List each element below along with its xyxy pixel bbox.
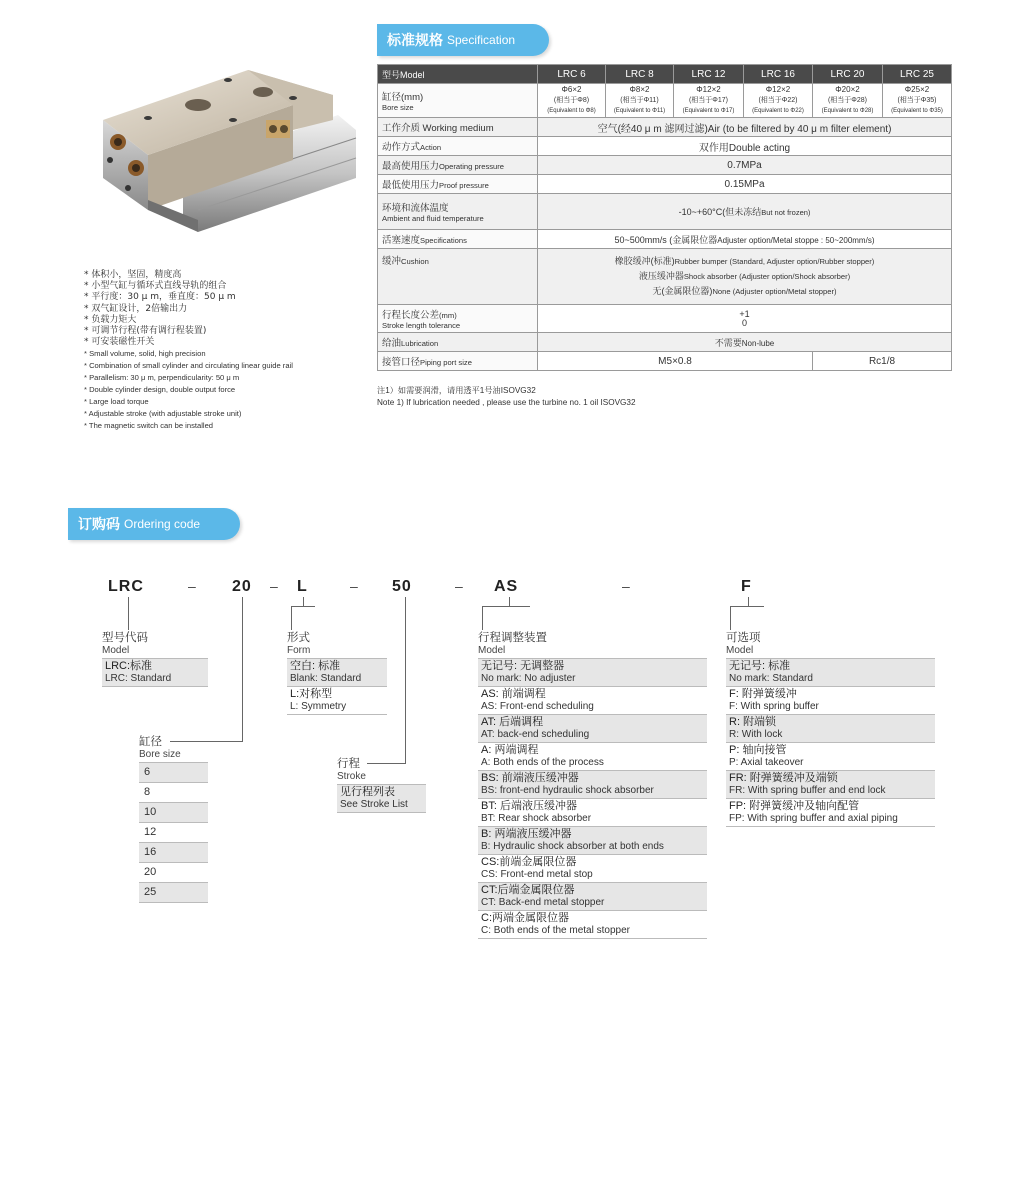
row-label: 动作方式Action — [378, 137, 538, 156]
table-row-cushion — [378, 249, 952, 305]
list-item: 空白: 标准 Blank: Standard — [287, 659, 387, 687]
list-item: A: 两端调程 A: Both ends of the process — [478, 743, 707, 771]
max-pressure-value: 0.7MPa — [538, 156, 952, 175]
code-dash: – — [622, 578, 630, 594]
list-item: 见行程列表 See Stroke List — [337, 785, 426, 813]
feature-en: * Adjustable stroke (with adjustable stroke unit) — [84, 409, 242, 419]
row-label: 缓冲Cushion — [378, 249, 538, 305]
row-label: 最低使用压力Proof pressure — [378, 175, 538, 194]
group-heading: 行程 — [337, 758, 360, 770]
list-item: FP: 附弹簧缓冲及轴向配管 FP: With spring buffer and axial piping — [726, 799, 935, 827]
group-heading: 可选项 — [726, 632, 761, 644]
list-item: LRC:标准 LRC: Standard — [102, 659, 208, 687]
list-item: CT:后端金属限位器 CT: Back-end metal stopper — [478, 883, 707, 911]
table-notes — [377, 385, 636, 409]
feature-zh: * 双气缸设计，2倍输出力 — [84, 303, 188, 314]
model-header: 型号Model — [378, 65, 538, 84]
group-heading: 形式 — [287, 632, 310, 644]
list-item: R: 附端锁 R: With lock — [726, 715, 935, 743]
row-label: 环境和流体温度 Ambient and fluid temperature — [378, 194, 538, 230]
connector-line — [482, 606, 530, 607]
table-row-temperature — [378, 194, 952, 230]
connector-line — [730, 606, 731, 630]
list-item: B: 两端液压缓冲器 B: Hydraulic shock absorber at both ends — [478, 827, 707, 855]
model-col-header: LRC 8 — [606, 65, 674, 84]
list-item: 12 — [139, 823, 208, 843]
product-photo-cylinder — [88, 60, 363, 235]
code-dash: – — [350, 578, 358, 594]
list-item: 20 — [139, 863, 208, 883]
spec-title-zh: 标准规格 — [387, 33, 443, 49]
speed-value: 50~500mm/s (金属限位器Adjuster option/Metal stoppe : 50~200mm/s) — [538, 230, 952, 249]
code-model: LRC — [108, 578, 144, 595]
feature-en: * Large load torque — [84, 397, 149, 407]
temperature-value: -10~+60°C(但未冻结But not frozen) — [538, 194, 952, 230]
feature-en: * Double cylinder design, double output force — [84, 385, 236, 395]
note-en: Note 1) If lubrication needed , please use the turbine no. 1 oil ISOVG32 — [377, 398, 636, 407]
model-col-header: LRC 20 — [813, 65, 883, 84]
table-row-lubrication — [378, 333, 952, 352]
group-heading-en: Bore size — [139, 749, 181, 760]
order-section-title — [68, 508, 240, 540]
table-row-max-pressure — [378, 156, 952, 175]
code-form: L — [297, 578, 308, 595]
tolerance-value: +1 0 — [538, 305, 952, 333]
connector-line — [128, 597, 129, 630]
list-item: F: 附弹簧缓冲 F: With spring buffer — [726, 687, 935, 715]
bore-cell: Φ12×2 (相当于Φ22) (Equivalent to Φ22) — [744, 84, 813, 118]
list-item: 6 — [139, 763, 208, 783]
table-header-row — [378, 65, 952, 84]
bore-group — [139, 736, 208, 903]
list-item: AT: 后端调程 AT: back-end scheduling — [478, 715, 707, 743]
table-row-action — [378, 137, 952, 156]
list-item: 25 — [139, 883, 208, 903]
connector-line — [482, 606, 483, 630]
option-group — [726, 632, 935, 827]
list-item: 8 — [139, 783, 208, 803]
bore-cell: Φ25×2 (相当于Φ35) (Equivalent to Φ35) — [883, 84, 952, 118]
model-col-header: LRC 12 — [674, 65, 744, 84]
feature-zh: * 可安装磁性开关 — [84, 337, 155, 348]
list-item: BT: 后端液压缓冲器 BT: Rear shock absorber — [478, 799, 707, 827]
table-row-tolerance — [378, 305, 952, 333]
port-value-small: M5×0.8 — [538, 352, 813, 371]
row-label: 活塞速度Specifications — [378, 230, 538, 249]
list-item: 无记号: 无调整器 No mark: No adjuster — [478, 659, 707, 687]
code-dash: – — [455, 578, 463, 594]
model-col-header: LRC 25 — [883, 65, 952, 84]
form-group — [287, 632, 387, 715]
feature-zh: * 可调节行程(带有调行程装置) — [84, 326, 207, 337]
table-row-port — [378, 352, 952, 371]
feature-en: * The magnetic switch can be installed — [84, 421, 214, 431]
feature-en: * Combination of small cylinder and circulating linear guide rail — [84, 361, 293, 371]
group-heading: 缸径 — [139, 736, 162, 748]
code-bore: 20 — [232, 578, 252, 595]
list-item: L:对称型 L: Symmetry — [287, 687, 387, 715]
code-adjuster: AS — [494, 578, 519, 595]
row-label: 缸径(mm) Bore size — [378, 84, 538, 118]
spec-title-en: Specification — [447, 33, 516, 47]
table-row-medium — [378, 118, 952, 137]
port-value-large: Rc1/8 — [813, 352, 952, 371]
list-item: FR: 附弹簧缓冲及端锁 FR: With spring buffer and end lock — [726, 771, 935, 799]
list-item: CS:前端金属限位器 CS: Front-end metal stop — [478, 855, 707, 883]
connector-line — [730, 606, 764, 607]
cushion-value: 橡胶缓冲(标准)Rubber bumper (Standard, Adjuster option/Rubber stopper) 液压缓冲器Shock absorber (Adjuster option/Shock absorber) 无(金属限位器)None (Adjuster option/Metal stopper) — [538, 249, 952, 305]
list-item: C:两端金属限位器 C: Both ends of the metal stopper — [478, 911, 707, 939]
connector-line — [242, 597, 243, 741]
order-title-zh: 订购码 — [78, 517, 120, 533]
list-item: BS: 前端液压缓冲器 BS: front-end hydraulic shock absorber — [478, 771, 707, 799]
stroke-group — [337, 758, 426, 813]
feature-zh: * 小型气缸与循环式直线导轨的组合 — [84, 281, 227, 292]
row-label: 给油Lubrication — [378, 333, 538, 352]
group-heading: 型号代码 — [102, 632, 148, 644]
connector-line — [405, 597, 406, 763]
feature-zh: * 体积小，坚固，精度高 — [84, 270, 182, 280]
features-list — [84, 270, 364, 432]
medium-value: 空气(经40 μ m 滤网过滤)Air (to be filtered by 40 μ m filter element) — [538, 118, 952, 137]
row-label: 接管口径Piping port size — [378, 352, 538, 371]
group-heading-en: Model — [478, 645, 506, 656]
feature-en: * Parallelism: 30 μ m, perpendicularity: 50 μ m — [84, 373, 240, 383]
connector-line — [291, 606, 292, 630]
code-dash: – — [188, 578, 196, 594]
lubrication-value: 不需要Non-lube — [538, 333, 952, 352]
code-option: F — [741, 578, 752, 595]
bore-cell: Φ12×2 (相当于Φ17) (Equivalent to Φ17) — [674, 84, 744, 118]
code-stroke: 50 — [392, 578, 412, 595]
row-label: 行程长度公差(mm) Stroke length tolerance — [378, 305, 538, 333]
model-col-header: LRC 6 — [538, 65, 606, 84]
spec-section-title — [377, 24, 549, 56]
bore-cell: Φ8×2 (相当于Φ11) (Equivalent to Φ11) — [606, 84, 674, 118]
model-group — [102, 632, 208, 687]
code-dash: – — [270, 578, 278, 594]
feature-zh: * 平行度：30 μ m，垂直度：50 μ m — [84, 292, 236, 303]
connector-line — [291, 606, 315, 607]
bore-cell: Φ20×2 (相当于Φ28) (Equivalent to Φ28) — [813, 84, 883, 118]
action-value: 双作用Double acting — [538, 137, 952, 156]
group-heading: 行程调整装置 — [478, 632, 547, 644]
feature-en: * Small volume, solid, high precision — [84, 349, 206, 359]
note-zh: 注1）如需要润滑，请用透平1号油ISOVG32 — [377, 386, 536, 395]
list-item: 10 — [139, 803, 208, 823]
order-title-en: Ordering code — [124, 517, 201, 531]
row-label: 最高使用压力Operating pressure — [378, 156, 538, 175]
model-col-header: LRC 16 — [744, 65, 813, 84]
row-label: 工作介质 Working medium — [378, 118, 538, 137]
list-item: 16 — [139, 843, 208, 863]
specification-table — [377, 64, 952, 371]
feature-zh: * 负载力矩大 — [84, 314, 137, 325]
min-pressure-value: 0.15MPa — [538, 175, 952, 194]
table-row-bore — [378, 84, 952, 118]
group-heading-en: Model — [102, 645, 130, 656]
bore-cell: Φ6×2 (相当于Φ8) (Equivalent to Φ8) — [538, 84, 606, 118]
table-row-min-pressure — [378, 175, 952, 194]
list-item: 无记号: 标准 No mark: Standard — [726, 659, 935, 687]
group-heading-en: Model — [726, 645, 754, 656]
group-heading-en: Form — [287, 645, 311, 656]
group-heading-en: Stroke — [337, 771, 366, 782]
adjuster-group — [478, 632, 707, 939]
list-item: AS: 前端调程 AS: Front-end scheduling — [478, 687, 707, 715]
table-row-speed — [378, 230, 952, 249]
list-item: P: 轴向接管 P: Axial takeover — [726, 743, 935, 771]
